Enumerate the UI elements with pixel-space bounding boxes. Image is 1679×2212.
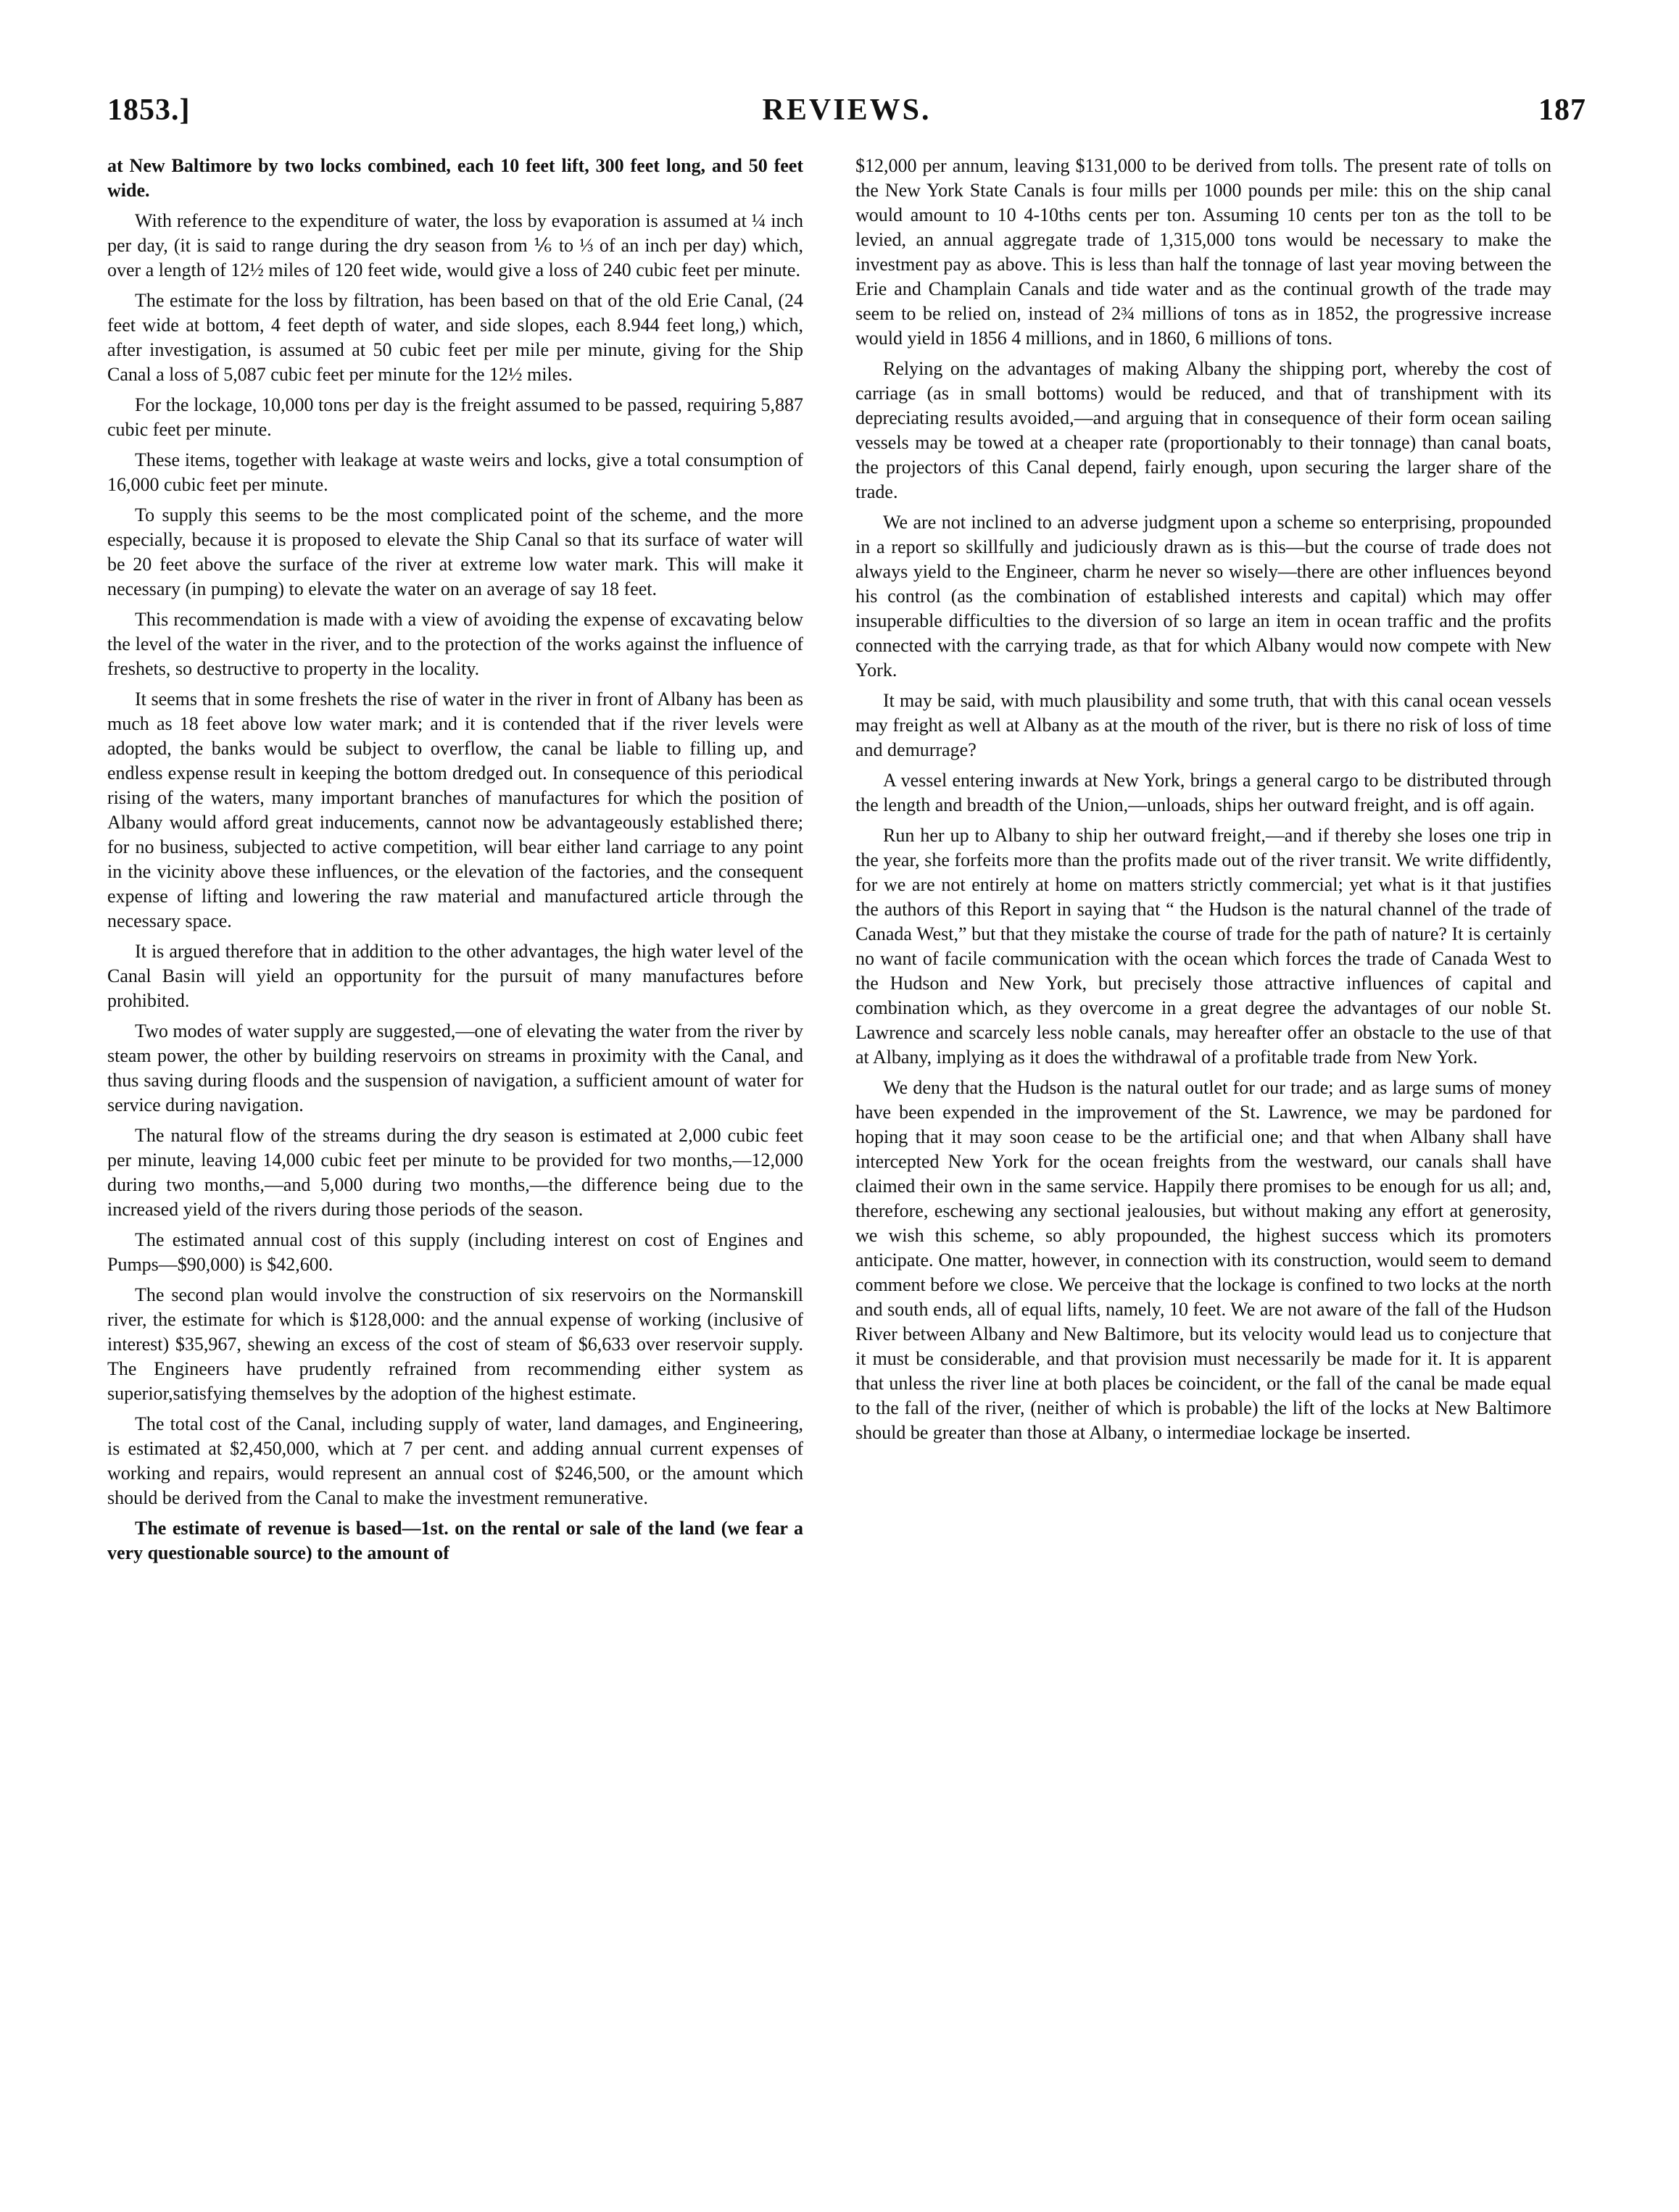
paragraph: It is argued therefore that in addition to the other advantages, the high water level of the Canal Basin will yield an opportunity for the pursuit of many manufactures before prohibited. <box>107 941 803 1011</box>
paragraph: We are not inclined to an adverse judgment upon a scheme so enterprising, propounded in a report so skillfully and judiciously drawn as is this—but the course of trade does not always yield to the Engineer, charm he never so wisely—there are other influences beyond his control (as the combination of established interests and capital) which may offer insuperable difficulties to the diversion of so large an item in ocean traffic and the profits connected with the carrying trade, as that for which Albany would now compete with New York. <box>855 512 1551 681</box>
header-section-title: REVIEWS. <box>762 93 932 127</box>
paragraph: The estimate of revenue is based—1st. on the rental or sale of the land (we fear a very questionable source) to the amount of <box>107 1518 803 1563</box>
paragraph: A vessel entering inwards at New York, brings a general cargo to be distributed through the length and breadth of the Union,—unloads, ships her outward freight, and is off again. <box>855 770 1551 815</box>
paragraph: This recommendation is made with a view of avoiding the expense of excavating below the level of the water in the river, and to the protection of the works against the influence of freshets, so destructive to property in the locality. <box>107 609 803 679</box>
paragraph: at New Baltimore by two locks combined, each 10 feet lift, 300 feet long, and 50 feet wide. <box>107 155 803 201</box>
paragraph: We deny that the Hudson is the natural outlet for our trade; and as large sums of money have been expended in the improvement of the St. Lawrence, we may be pardoned for hoping that it may soon cease to be the artificial one; and that when Albany shall have intercepted New York for the ocean freights from the westward, our canals shall have claimed their own in the same service. Happily there promises to be enough for us all; and, therefore, eschewing any sectional jealousies, but without making any effort at generosity, we wish this scheme, so ably propounded, the highest success which its promoters anticipate. One matter, however, in connection with its construction, would seem to demand comment before we close. We perceive that the lockage is confined to two locks at the north and south ends, all of equal lifts, namely, 10 feet. We are not aware of the fall of the Hudson River between Albany and New Baltimore, but its velocity would lead us to conjecture that it must be considerable, and that provision must necessarily be made for it. It is apparent that unless the river line at both places be coincident, or the fall of the canal be made equal to the fall of the river, (neither of which is probable) the lift of the locks at New Baltimore should be greater than those at Albany, o intermediae lockage be inserted. <box>855 1077 1551 1443</box>
paragraph: The natural flow of the streams during the dry season is estimated at 2,000 cubic feet per minute, leaving 14,000 cubic feet per minute to be provided for two months,—12,000 during two months,—and 5,000 during two months,—the difference being due to the increased yield of the rivers during those periods of the season. <box>107 1125 803 1220</box>
paragraph: The second plan would involve the construction of six reservoirs on the Normanskill river, the estimate for which is $128,000: and the annual expense of working (inclusive of interest) $35,967, shewing an excess of the cost of steam of $6,633 over reservoir supply. The Engineers have prudently refrained from recommending either system as superior,satisfying themselves by the adoption of the highest estimate. <box>107 1284 803 1404</box>
right-column <box>855 154 1551 2176</box>
paragraph: It may be said, with much plausibility and some truth, that with this canal ocean vessels may freight as well at Albany as at the mouth of the river, but is there no risk of loss of time and demurrage? <box>855 690 1551 760</box>
paragraph: It seems that in some freshets the rise of water in the river in front of Albany has been as much as 18 feet above low water mark; and it is contended that if the river levels were adopted, the banks would be subject to overflow, the canal be liable to filling up, and endless expense result in keeping the bottom dredged out. In consequence of this periodical rising of the waters, many important branches of manufactures for which the position of Albany would afford great inducements, cannot now be advantageously established there; for no business, subjected to active competition, will bear either land carriage to any point in the vicinity above these influences, or the elevation of the factories, and the consequent expense of lifting and lowering the raw material and manufactured article through the necessary space. <box>107 689 803 931</box>
header-year: 1853.] <box>107 93 191 127</box>
paragraph: To supply this seems to be the most complicated point of the scheme, and the more especially, because it is proposed to elevate the Ship Canal so that its surface of water will be 20 feet above the surface of the river at extreme low water mark. This will make it necessary (in pumping) to elevate the water on an average of say 18 feet. <box>107 504 803 599</box>
paragraph: The total cost of the Canal, including supply of water, land damages, and Engineering, is estimated at $2,450,000, which at 7 per cent. and adding annual current expenses of working and repairs, would represent an annual cost of $246,500, or the amount which should be derived from the Canal to make the investment remunerative. <box>107 1413 803 1508</box>
paragraph: These items, together with leakage at waste weirs and locks, give a total consumption of 16,000 cubic feet per minute. <box>107 449 803 495</box>
paragraph: With reference to the expenditure of water, the loss by evaporation is assumed at ¼ inch per day, (it is said to range during the dry season from ⅙ to ⅓ of an inch per day) which, over a length of 12½ miles of 120 feet wide, would give a loss of 240 cubic feet per minute. <box>107 210 803 280</box>
paragraph: The estimate for the loss by filtration, has been based on that of the old Erie Canal, (24 feet wide at bottom, 4 feet depth of water, and side slopes, each 8.944 feet long,) which, after investigation, is assumed at 50 cubic feet per mile per minute, giving for the Ship Canal a loss of 5,087 cubic feet per minute for the 12½ miles. <box>107 290 803 385</box>
paragraph: For the lockage, 10,000 tons per day is the freight assumed to be passed, requiring 5,887 cubic feet per minute. <box>107 394 803 440</box>
running-header <box>107 93 1586 151</box>
left-column <box>107 154 803 2176</box>
paragraph: $12,000 per annum, leaving $131,000 to be derived from tolls. The present rate of tolls on the New York State Canals is four mills per 1000 pounds per mile: this on the ship canal would amount to 10 4-10ths cents per ton. Assuming 10 cents per ton as the toll to be levied, an annual aggregate trade of 1,315,000 tons would be necessary to make the investment pay as above. This is less than half the tonnage of last year moving between the Erie and Champlain Canals and tide water and as the continual growth of the trade may seem to be relied on, instead of 2¾ millions of tons as in 1852, the progressive increase would yield in 1856 4 millions, and in 1860, 6 millions of tons. <box>855 155 1551 349</box>
paragraph: The estimated annual cost of this supply (including interest on cost of Engines and Pumps—$90,000) is $42,600. <box>107 1229 803 1275</box>
header-page-number: 187 <box>1538 93 1586 127</box>
paragraph: Relying on the advantages of making Albany the shipping port, whereby the cost of carriage (as in small bottoms) would be reduced, and that of transhipment with its depreciating results avoided,—and arguing that in consequence of their form ocean sailing vessels may be towed at a cheaper rate (proportionably to their tonnage) than canal boats, the projectors of this Canal depend, fairly enough, upon securing the larger share of the trade. <box>855 358 1551 502</box>
paragraph: Run her up to Albany to ship her outward freight,—and if thereby she loses one trip in the year, she forfeits more than the profits made out of the river transit. We write diffidently, for we are not entirely at home on matters strictly commercial; yet what is it that justifies the authors of this Report in saying that “ the Hudson is the natural channel of the trade of Canada West,” but that they mistake the course of trade for the path of nature? It is certainly no want of facile communication with the ocean which forces the trade of Canada West to the Hudson and New York, but precisely those attractive influences of capital and combination which, as they overcome in a great degree the advantages of our noble St. Lawrence and scarcely less noble canals, may hereafter offer an obstacle to the use of that at Albany, implying as it does the withdrawal of a profitable trade from New York. <box>855 825 1551 1068</box>
paragraph: Two modes of water supply are suggested,—one of elevating the water from the river by steam power, the other by building reservoirs on streams in proximity with the Canal, and thus saving during floods and the suspension of navigation, a sufficient amount of water for service during navigation. <box>107 1020 803 1115</box>
